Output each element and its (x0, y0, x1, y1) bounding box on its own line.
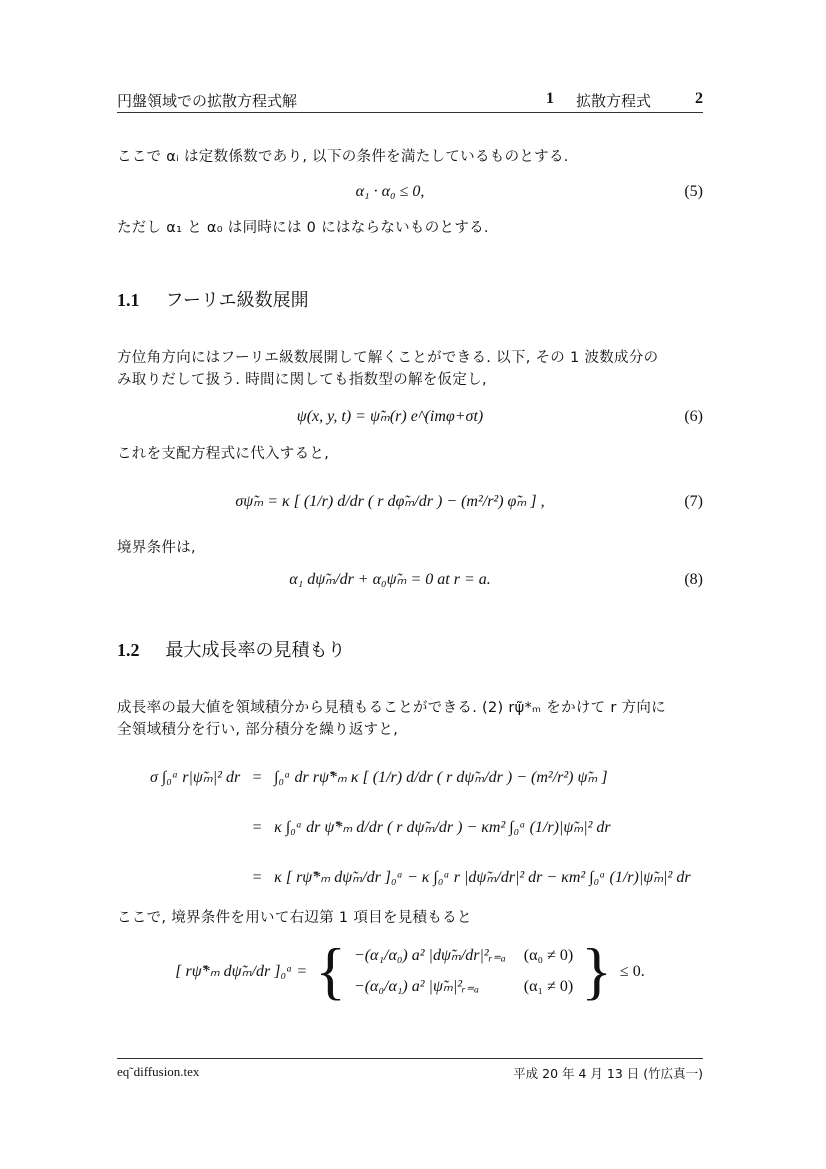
equation-6-row (117, 406, 703, 427)
case-2: −(α₀/α₁) a² |ψ̃ₘ|²ᵣ₌ₐ (353, 978, 480, 995)
equation-rhs: ≤ 0. (619, 962, 645, 980)
equals-sign: = (252, 769, 262, 786)
equation-lhs: σ ∫₀ᵃ r|ψ̃ₘ|² dr (150, 769, 241, 786)
equals-sign: = (252, 869, 262, 886)
equation-7-row (117, 491, 703, 512)
section-number: 1.1 (117, 290, 140, 310)
boundary-estimate-equation (117, 935, 703, 1006)
equation-8-row (117, 569, 703, 590)
page-body (117, 147, 703, 1006)
paragraph: 全領域積分を行い, 部分積分を繰り返すと, (117, 722, 399, 738)
right-brace: } (581, 935, 612, 1006)
equals-sign: = (252, 819, 262, 836)
case-1: −(α₁/α₀) a² |dψ̃ₘ/dr|²ᵣ₌ₐ (353, 947, 506, 964)
equation-6: ψ(x, y, t) = ψ̃ₘ(r) e^(imφ+σt) (296, 408, 484, 425)
cases (354, 945, 573, 997)
equation-number: (8) (684, 571, 703, 588)
footer-rule (117, 1058, 703, 1059)
equation-line-2: κ ∫₀ᵃ dr ψ̃*ₘ d/dr ( r dψ̃ₘ/dr ) − κm² ∫₀ᵃ (1/r)|ψ̃ₘ|² dr (274, 819, 611, 836)
equation-number: (5) (684, 183, 703, 200)
equation-number: (7) (684, 493, 703, 510)
paragraph: 方位角方向にはフーリエ級数展開して解くことができる. 以下, その 1 波数成分の (117, 350, 659, 366)
aligned-equations (117, 767, 703, 888)
case-1-condition: (α₀ ≠ 0) (523, 947, 574, 964)
section-heading-1-2 (117, 638, 703, 663)
equation-5: α₁ · α₀ ≤ 0, (355, 183, 425, 200)
paragraph: 成長率の最大値を領域積分から見積もることができる. (2) rψ̃*ₘ をかけて r 方向に (117, 700, 666, 716)
footer-filename: eq˜diffusion.tex (117, 1064, 200, 1079)
equation-8: α₁ dψ̃ₘ/dr + α₀ψ̃ₘ = 0 at r = a. (289, 571, 491, 588)
header-section-title: 拡散方程式 (576, 92, 652, 110)
equation-number: (6) (684, 408, 703, 425)
equation-lhs: [ rψ̃*ₘ dψ̃ₘ/dr ]₀ᵃ = (175, 962, 308, 980)
paragraph: ここで, 境界条件を用いて右辺第 1 項目を見積もると (117, 910, 472, 926)
section-heading-1-1 (117, 288, 703, 313)
left-brace: { (315, 935, 346, 1006)
paragraph: ここで αᵢ は定数係数であり, 以下の条件を満たしているものとする. (117, 149, 569, 165)
page-number: 2 (695, 90, 703, 107)
case-2-condition: (α₁ ≠ 0) (523, 978, 574, 995)
section-title: フーリエ級数展開 (165, 290, 309, 311)
running-header-title: 円盤領域での拡散方程式解 (117, 92, 298, 110)
paragraph: 境界条件は, (117, 540, 196, 556)
header-section-number: 1 (546, 90, 554, 107)
equation-line-1: ∫₀ᵃ dr rψ̃*ₘ κ [ (1/r) d/dr ( r dψ̃ₘ/dr ) − (m²/r²) ψ̃ₘ ] (274, 769, 608, 786)
equation-5-row (117, 181, 703, 202)
header-rule (117, 112, 703, 113)
footer-date-author: 平成 20 年 4 月 13 日 (竹広真一) (513, 1066, 703, 1081)
equation-line-3: κ [ rψ̃*ₘ dψ̃ₘ/dr ]₀ᵃ − κ ∫₀ᵃ r |dψ̃ₘ/dr|² dr − κm² ∫₀ᵃ (1/r)|ψ̃ₘ|² dr (274, 869, 691, 886)
section-number: 1.2 (117, 640, 140, 660)
paragraph: ただし α₁ と α₀ は同時には 0 にはならないものとする. (117, 220, 489, 236)
equation-7: σψ̃ₘ = κ [ (1/r) d/dr ( r dφ̃ₘ/dr ) − (m²/r²) φ̃ₘ ] , (235, 493, 545, 510)
paragraph: み取りだして扱う. 時間に関しても指数型の解を仮定し, (117, 372, 487, 388)
paragraph: これを支配方程式に代入すると, (117, 446, 330, 462)
section-title: 最大成長率の見積もり (165, 640, 346, 661)
